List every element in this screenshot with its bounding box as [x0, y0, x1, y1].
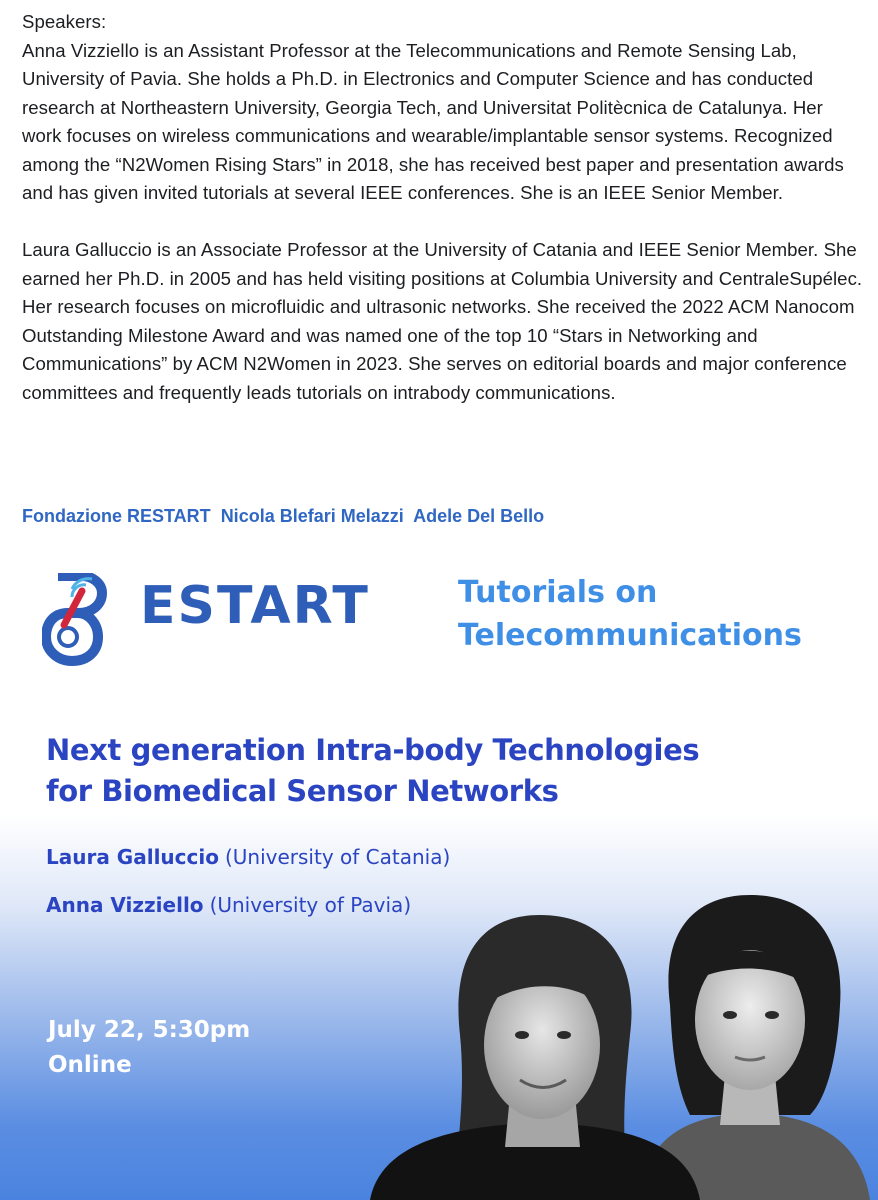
speaker-bio-galluccio: Laura Galluccio is an Associate Professor at the University of Catania and IEEE Senior Member. She earned her Ph.D. in 2005 and has held visiting positions at Columbia University and CentraleSupélec. Her research focuses on microfluidic and ultrasonic networks. She received the 2022 ACM Nanocom Outstanding Milestone Award and was named one of the top 10 “Stars in Networking and Communications” by ACM N2Women in 2023. She serves on editorial boards and major conference committees and frequently leads tutorials on intrabody communications.: [22, 239, 863, 403]
event-date-time: July 22, 5:30pm: [48, 1017, 251, 1043]
presenter-row: [46, 845, 450, 869]
speaker-photos: [340, 885, 878, 1200]
event-mode: Online: [48, 1052, 132, 1078]
speaker-bio-vizziello: Anna Vizziello is an Assistant Professor at the Telecommunications and Remote Sensing Lab, University of Pavia. She holds a Ph.D. in Electronics and Computer Science and has conducted research at Northeastern University, Georgia Tech, and Universitat Politècnica de Catalunya. Her work focuses on wireless communications and wearable/implantable sensor systems. Recognized among the “N2Women Rising Stars” in 2018, she has received best paper and presentation awards and has given invited tutorials at several IEEE conferences. She is an IEEE Senior Member.: [22, 39, 844, 203]
tag-link[interactable]: Fondazione RESTART: [22, 506, 211, 526]
presenter-name: Laura Galluccio: [46, 845, 219, 869]
tagged-people: [22, 502, 549, 530]
tag-link[interactable]: Adele Del Bello: [413, 506, 545, 526]
series-line-1: Tutorials on: [458, 575, 658, 610]
tag-link[interactable]: Nicola Blefari Melazzi: [220, 506, 404, 526]
presenter-affiliation: (University of Catania): [224, 845, 451, 869]
speakers-heading: Speakers:: [22, 11, 107, 32]
event-when: [48, 1013, 250, 1083]
event-flyer-image[interactable]: [0, 545, 878, 1200]
presenter-affiliation: (University of Pavia): [209, 893, 412, 917]
series-title: [458, 571, 868, 657]
speaker-photo-left: [370, 915, 700, 1200]
presenter-name: Anna Vizziello: [46, 893, 204, 917]
speaker-photo-right: [640, 895, 870, 1200]
title-line-1: Next generation Intra-body Technologies: [46, 733, 700, 767]
restart-logo: [42, 573, 370, 668]
logo-wordmark: ESTART: [140, 576, 370, 636]
title-line-2: for Biomedical Sensor Networks: [46, 774, 559, 808]
post-text: [22, 8, 867, 407]
tutorial-title: [46, 730, 866, 812]
restart-logo-mark-icon: [42, 573, 142, 668]
series-line-2: Telecommunications: [458, 618, 802, 653]
